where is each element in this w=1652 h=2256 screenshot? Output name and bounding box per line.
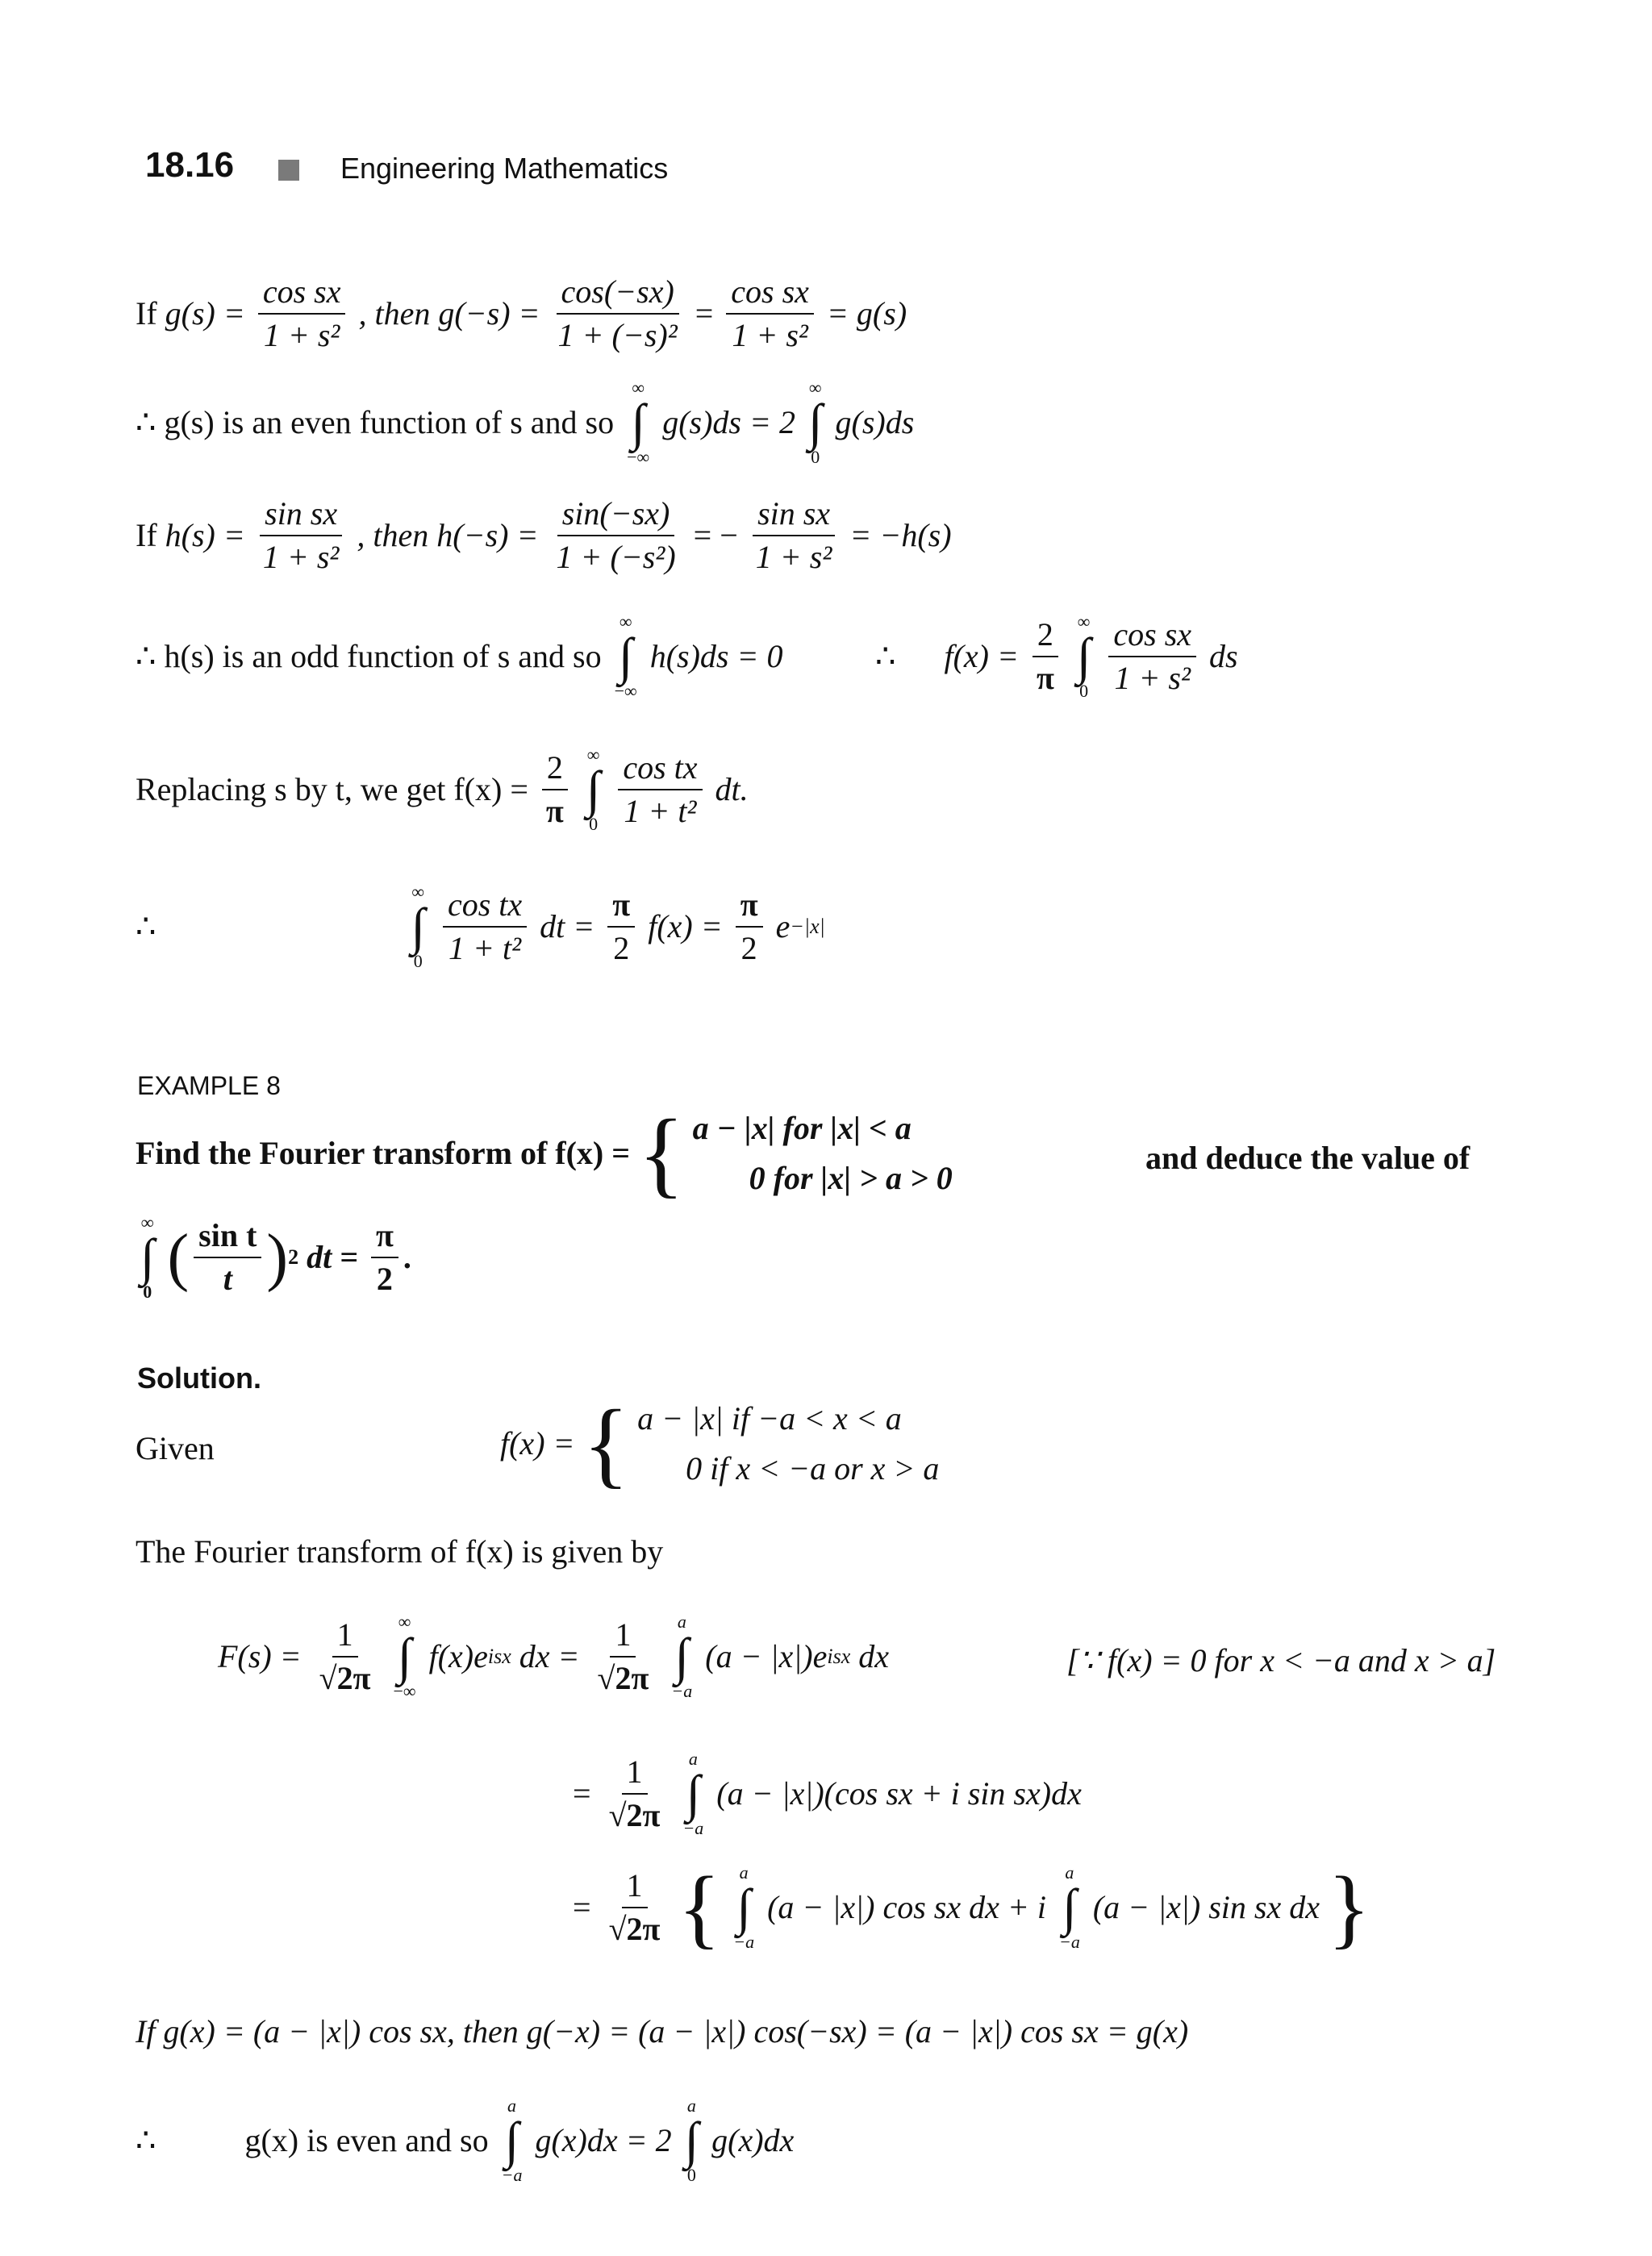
fourier-transform-text: The Fourier transform of f(x) is given by — [136, 1533, 664, 1570]
eq-g-x-integral: ∴ g(x) is even and so a ∫ −a g(x)dx = 2 a ∫ 0 g(x)dx — [136, 2095, 795, 2185]
eq-g-even: If g(s) = $\frac{\text{cos sx}}{\text{1 + s²}}$ , then g(−s) = $\frac{\cos(-sx)}{\text{1 + (−s)²}}$ = $\frac{\text{cos sx}}{\text{1 + s²}}$ = g(s) — [136, 273, 907, 353]
eq-fourier-step-2: = $\frac{1}{√2\pi}$ a ∫ −a (a − |x|)(cos sx + i sin sx)dx — [573, 1749, 1082, 1838]
eq-g-integral: ∴ g(s) is an even function of s and so ∞ ∫ −∞ g(s)ds = 2 ∞ ∫ 0 g(s)ds — [136, 377, 915, 467]
example-integral: ∞ ∫ 0 ( $\frac{\text{sin t}}{t}$ )2 dt = $\frac{\pi}{2}$ . — [140, 1212, 411, 1302]
eq-h-odd: If h(s) = $\frac{\text{sin sx}}{\text{1 + s²}}$ , then h(−s) = $\frac{\sin(-sx)}{\text{1 + (−s²)}}$ = − $\frac{\text{sin sx}}{\text{1 + s²}}$ = −h(s) — [136, 495, 952, 575]
eq-note: [∵ f(x) = 0 for x < −a and x > a] — [1066, 1642, 1496, 1678]
example-case-2: 0 for |x| > a > 0 — [749, 1160, 953, 1196]
eq-g-x-even: If g(x) = (a − |x|) cos sx, then g(−x) = (a − |x|) cos(−sx) = (a − |x|) cos sx = g(x) — [136, 2013, 1189, 2050]
eq-result-integral: ∴ ∞ ∫ 0 $\frac{\text{cos tx}}{\text{1 + t²}}$ dt = $\frac{\pi}{2}$ f(x) = $\frac{\pi}{2}$ e−|x| — [136, 882, 825, 971]
eq-fourier-step-3: = $\frac{1}{√2\pi}$ { a ∫ −a (a − |x|) cos sx dx + i a ∫ −a (a − |x|) sin sx dx } — [573, 1858, 1370, 1957]
given-label: Given — [136, 1430, 215, 1466]
example-heading: EXAMPLE 8 — [137, 1071, 281, 1100]
example-statement: Find the Fourier transform of f(x) = { a − |x| for |x| < a 0 for |x| > a > 0 — [136, 1099, 953, 1207]
running-title: Engineering Mathematics — [340, 152, 669, 185]
eq-fourier-def: F(s) = $\frac{1}{√2\pi}$ ∞ ∫ −∞ f(x)eisx dx = $\frac{1}{√2\pi}$ a ∫ −a (a − |x|)eisx dx — [218, 1612, 890, 1701]
solution-heading: Solution. — [137, 1362, 261, 1395]
page-number: 18.16 — [145, 145, 235, 185]
eq-fx-cos-integral: ∴ f(x) = $\frac{2}{\pi}$ ∞ ∫ 0 $\frac{\text{cos sx}}{\text{1 + s²}}$ ds — [875, 611, 1238, 701]
given-case-1: a − |x| if −a < x < a — [637, 1400, 902, 1437]
example-statement-tail: and deduce the value of — [1145, 1140, 1471, 1176]
eq-h-integral: ∴ h(s) is an odd function of s and so ∞ ∫ −∞ h(s)ds = 0 — [136, 611, 783, 701]
header-square-icon — [278, 160, 299, 181]
example-case-1: a − |x| for |x| < a — [692, 1110, 912, 1146]
eq-replace-s-by-t: Replacing s by t, we get f(x) = $\frac{2}{\pi}$ ∞ ∫ 0 $\frac{\text{cos tx}}{\text{1 + t²}}$ dt. — [136, 744, 749, 834]
given-function: f(x) = { a − |x| if −a < x < a 0 if x < −a or x > a — [500, 1390, 940, 1497]
given-case-2: 0 if x < −a or x > a — [686, 1450, 940, 1487]
